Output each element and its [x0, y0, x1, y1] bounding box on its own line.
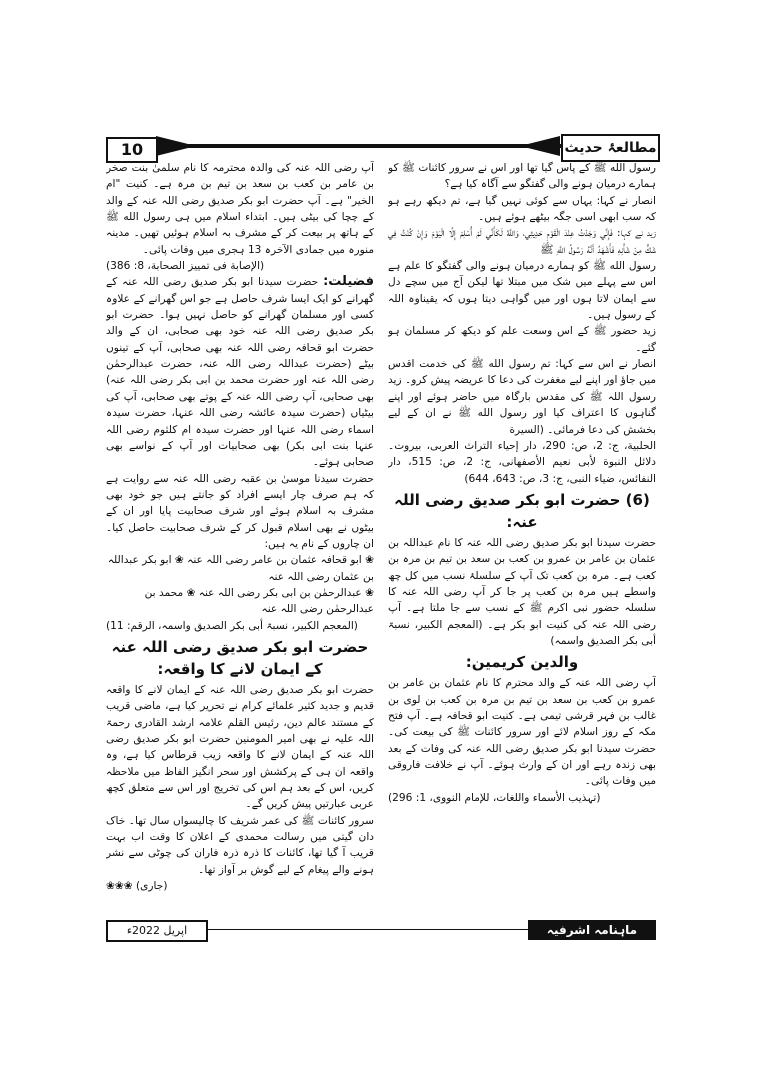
magazine-name: ماہنامہ اشرفیہ [528, 920, 656, 940]
keyword-heading: فضیلت: [323, 274, 374, 290]
citation: (الإصابة فی تمییز الصحابة، 8: 386) [106, 260, 265, 273]
names-list-row: ❀ عبدالرحمٰن بن ابی بکر رضی اللہ عنہ ❀ محمد بن عبدالرحمٰن رضی اللہ عنہ [144, 586, 374, 616]
section-heading: والدین کریمین: [465, 653, 579, 672]
issue-date: اپریل 2022ء [106, 920, 208, 942]
paragraph: انصار نے کہا: یہاں سے کوئی نہیں گیا ہے، تم دیکھ رہے ہو کہ سب ابھی اسی جگہ بیٹھے ہوئے ہیں۔ [388, 194, 656, 224]
paragraph: آپ رضی اللہ عنہ کی والدہ محترمہ کا نام سلمیٰ بنت صخر بن عامر بن کعب بن سعد بن تیم بن مرہ ہے۔ کنیت "ام الخیر" ہے۔ آپ حضرت ابو بکر صدیق رضی اللہ عنہ کے والد کے چچا کی بیٹی ہیں۔ ابتداء اسلام میں ہی رسول الله ﷺ کے ہاتھ پر بیعت کر کے مشرف بہ اسلام ہوئیں تھیں۔ مدینہ منورہ میں جمادی الآخرہ 13 ہجری میں وفات پائی۔ [106, 162, 374, 256]
section-heading: (6) حضرت ابو بکر صدیق رضی اللہ عنہ: [394, 490, 650, 531]
paragraph: حضرت ابو بکر صدیق رضی اللہ عنہ کے ایمان لانے کا واقعہ قدیم و جدید کثیر علمائے کرام نے تحریر کیا ہے، ماضی قریب کے مستند عالم دین، رئیس القلم علامہ ارشد القادری رحمۃ اللہ علیہ نے بھی امیر المومنین حضرت ابو بکر صدیق رضی اللہ عنہ کے ایمان لانے کا واقعہ زیب قرطاس کیا ہے، وہ واقعہ ان ہی کے پرکشش اور سحر انگیز الفاظ میں ملاحظہ کریں، اس کے بعد ہم اس کی تخریج اور اس سے متعلق کچھ عربی عبارتیں پیش کریں گے۔ [106, 683, 374, 811]
paragraph: حضرت سیدنا موسیٰ بن عقبہ رضی اللہ عنہ سے روایت ہے کہ ہم صرف چار ایسے افراد کو جانتے ہیں جو خود بھی مشرف بہ اسلام ہوئے اور شرف صحابیت پایا اور ان کے بیٹوں نے بھی اسلام قبول کر کے شرف صحابیت حاصل کیا۔ ان چاروں کے نام یہ ہیں: [106, 472, 374, 550]
names-list-row: ❀ ابو قحافہ عثمان بن عامر رضی اللہ عنہ ❀ ابو بکر عبداللہ بن عثمان رضی اللہ عنہ [107, 554, 374, 583]
footer-rule [206, 929, 528, 930]
citation: (تہذیب الأسماء واللغات، للإمام النووی، 1: 296) [388, 791, 601, 804]
header-ornament-left [156, 136, 196, 156]
paragraph: رسول الله ﷺ کے پاس گیا تھا اور اس نے سرور کائنات ﷺ کو ہمارے درمیان ہونے والی گفتگو سے آگاہ کیا ہے؟ [388, 162, 656, 191]
left-column [106, 160, 374, 905]
paragraph [106, 274, 374, 470]
page-number: 10 [106, 137, 158, 163]
reference: الحلبیة، ج: 2، ص: 290، دار إحیاء التراث العربی، بیروت۔ دلائل النبوة لأبی نعیم الأصفهانی، ج: 2، ص: 515، دار النفائس، ضیاء النبی، ج: 3، ص: 643، 644) [388, 439, 656, 485]
right-column [388, 160, 656, 905]
paragraph: رسول الله ﷺ کو ہمارے درمیان ہونے والی گفتگو کا علم ہے اس سے پہلے میں شک میں مبتلا تھا لیکن آج میں سچے دل سے ایمان لاتا ہوں اور میں گواہی دیتا ہوں کہ یقیناوہ اللہ کے رسول ہیں۔ [388, 260, 656, 322]
citation: (المعجم الکبیر، نسبۃ أبی بکر الصدیق واسمہ، الرقم: 11) [106, 619, 358, 632]
paragraph: زید حضور ﷺ کے اس وسعت علم کو دیکھ کر مسلمان ہو گئے۔ [388, 325, 656, 354]
continued-marker: (جاری) ❀❀❀ [106, 880, 168, 893]
section-heading: حضرت ابو بکر صدیق رضی اللہ عنہ کے ایمان لانے کا واقعہ: [111, 637, 369, 678]
paragraph: حضرت سیدنا ابو بکر صدیق رضی اللہ عنہ کا نام عبداللہ بن عثمان بن عامر بن عمرو بن کعب بن سعد بن تیم بن مرہ بن کعب ہے۔ مرہ بن کعب تک آپ کے سلسلۂ نسب میں کل چھ واسطے ہیں مرہ بن کعب پر جا کر آپ رضی اللہ عنہ کا سلسلہ حضور نبی اکرم ﷺ کے نسب سے جا ملتا ہے۔ آپ رضی اللہ عنہ کی کنیت ابو بکر ہے۔ (المعجم الکبیر، نسبۃ أبی بکر الصدیق واسمہ) [388, 536, 656, 647]
paragraph-text: حضرت سیدنا ابو بکر صدیق رضی اللہ عنہ کے گھرانے کو ایک ایسا شرف حاصل ہے جو اس گھرانے کے علاوہ کسی اور مسلمان گھرانے کو حاصل نہیں ہوا۔ حضرت ابو بکر صدیق رضی اللہ عنہ خود بھی صحابی، ان کے والد حضرت ابو قحافہ رضی اللہ عنہ بھی صحابی، آپ کے تینوں بیٹے (حضرت عبداللہ رضی اللہ عنہ، حضرت عبدالرحمٰن رضی اللہ عنہ اور حضرت محمد بن ابی بکر رضی اللہ عنہ) بھی صحابی، آپ رضی اللہ عنہ کے پوتے بھی صحابی، آپ کی بیٹیاں (حضرت سیدہ عائشہ رضی اللہ عنہا، حضرت سیدہ اسماء رضی اللہ عنہا اور حضرت سیدہ ام کلثوم رضی اللہ عنہا بنت ابی بکر) بھی صحابیات اور آپ کے نواسے بھی صحابی ہوئے۔ [106, 276, 374, 469]
paragraph: آپ رضی اللہ عنہ کے والد محترم کا نام عثمان بن عامر بن عمرو بن کعب بن سعد بن تیم بن مرہ بن کعب بن لوی بن غالب بن فہر قرشی تیمی ہے۔ کنیت ابو قحافہ ہے۔ آپ فتح مکہ کے روز اسلام لائے اور سرور کائنات ﷺ کی بیعت کی۔ حضرت سیدنا ابو بکر صدیق رضی اللہ عنہ کی وفات کے بعد بھی زندہ رہے اور ان کے وارث ہوئے۔ آپ نے خلافت فاروقی میں وفات پائی۔ [388, 677, 656, 788]
paragraph: انصار نے اس سے کہا: تم رسول الله ﷺ کی خدمت اقدس میں جاؤ اور اپنے لیے مغفرت کی دعا کا عریضہ پیش کرو۔ زید رسول اللہ ﷺ کی مقدس بارگاہ میں حاضر ہوئے اور اپنے گناہوں کا اعتراف کیا اور رسول الله ﷺ نے ان کے لیے بخشش کی دعا فرمائی۔ (السیرة [388, 358, 656, 436]
paragraph: سرور کائنات ﷺ کی عمر شریف کا چالیسواں سال تھا۔ خاک دان گیتی میں رسالت محمدی کے اعلان کا وقت اب بہت قریب آ گیا تھا، کائنات کا ذرہ ذرہ فاران کی چوٹی سے نشر ہونے والے پیغام کے لیے گوش بر آواز تھا۔ [106, 814, 374, 876]
section-title: مطالعۂ حدیث [561, 134, 660, 162]
arabic-quote: زید نے کہا: فَإِنِّي وَجَدْتُ عِنْدَ الْقَوْمِ حَدِيثِي، وَاللَّهُ لَكَأَنِّي لَمْ أُسْلِمْ إِلَّا الْيَوْمَ وَإِنْ كُنْتُ فِي شَكٍّ مِنْ شَأْنِهِ فَأَشْهَدُ أَنَّهُ رَسُولُ اللَّهِ ﷺ [388, 226, 656, 256]
header-ornament-right [520, 136, 560, 156]
